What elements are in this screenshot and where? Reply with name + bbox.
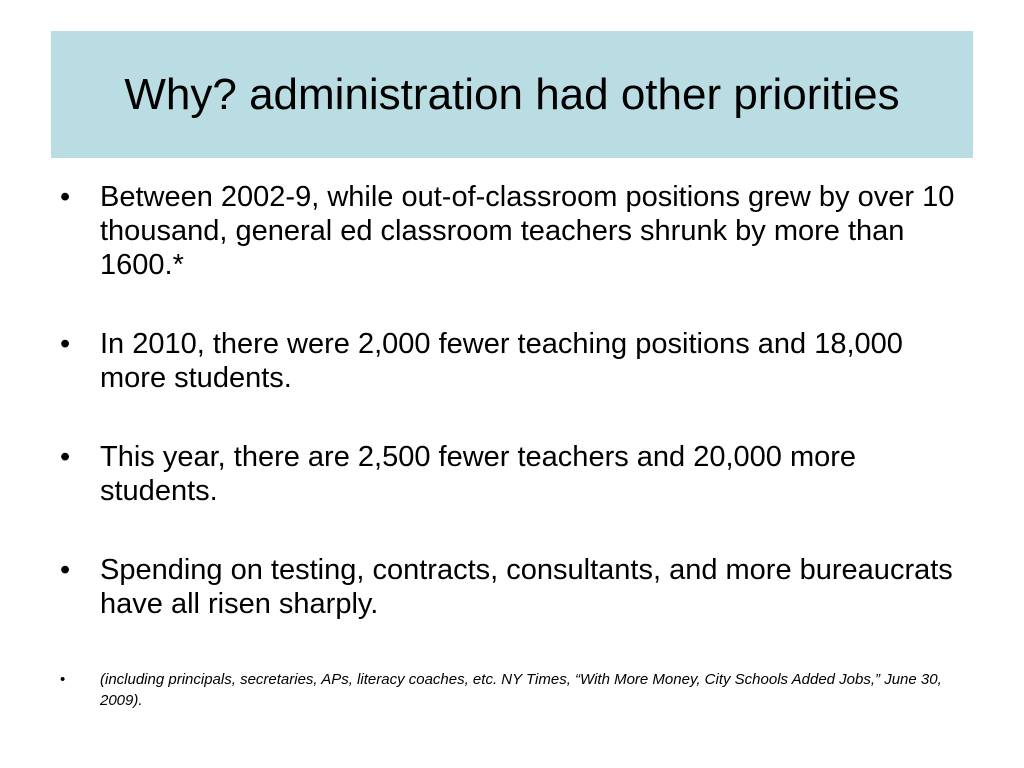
bullet-text: Spending on testing, contracts, consultants, and more bureaucrats have all risen sharply. [100, 554, 953, 620]
bullet-dot-icon: • [60, 328, 71, 360]
bullet-item [60, 553, 960, 621]
footnote-text: (including principals, secretaries, APs, literacy coaches, etc. NY Times, “With More Money, City Schools Added Jobs,” June 30, 2009). [100, 671, 942, 709]
bullet-dot-icon: • [60, 671, 66, 688]
bullet-dot-icon: • [60, 554, 71, 586]
slide-title: Why? administration had other priorities [124, 69, 900, 119]
bullet-text: In 2010, there were 2,000 fewer teaching positions and 18,000 more students. [100, 328, 903, 394]
bullet-item [60, 440, 960, 508]
footnote-item [60, 669, 960, 711]
bullet-list [60, 180, 960, 711]
bullet-dot-icon: • [60, 181, 71, 213]
bullet-text: Between 2002-9, while out-of-classroom positions grew by over 10 thousand, general ed classroom teachers shrunk by more than 1600.* [100, 181, 955, 281]
bullet-item [60, 327, 960, 395]
bullet-text: This year, there are 2,500 fewer teachers and 20,000 more students. [100, 441, 857, 507]
bullet-dot-icon: • [60, 441, 71, 473]
title-banner [51, 31, 973, 158]
bullet-item [60, 180, 960, 282]
